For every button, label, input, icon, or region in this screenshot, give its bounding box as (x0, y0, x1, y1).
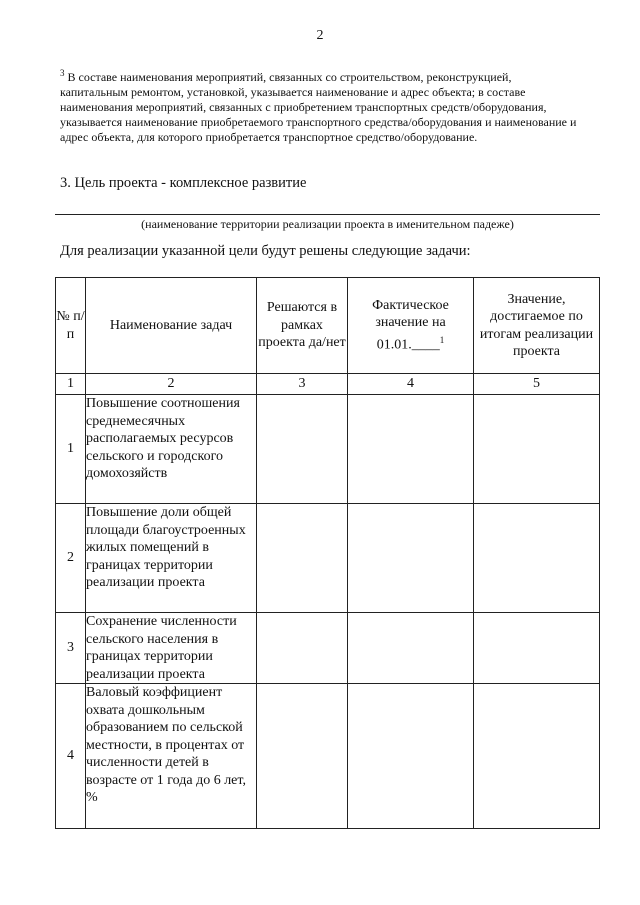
index-cell: 1 (56, 374, 86, 395)
factual-cell[interactable] (348, 613, 474, 684)
table-row (56, 613, 600, 684)
table-header-row (56, 278, 600, 374)
fill-in-caption: (наименование территории реализации проекта в именительном падеже) (141, 217, 514, 231)
header-solved: Решаются в рамках проекта да/нет (257, 278, 348, 374)
solved-cell[interactable] (257, 395, 348, 504)
factual-cell[interactable] (348, 395, 474, 504)
footnote (60, 66, 580, 145)
fill-in-line (55, 214, 600, 215)
index-cell: 2 (86, 374, 257, 395)
table-row (56, 504, 600, 613)
index-cell: 4 (348, 374, 474, 395)
row-num: 2 (56, 504, 86, 613)
column-index-row (56, 374, 600, 395)
factual-cell[interactable] (348, 504, 474, 613)
footnote-marker: 3 (60, 68, 65, 78)
target-cell[interactable] (474, 613, 600, 684)
header-factual-text: Фактическое значение на 01.01.____ (372, 297, 449, 353)
solved-cell[interactable] (257, 684, 348, 829)
header-name: Наименование задач (86, 278, 257, 374)
task-name: Повышение соотношения среднемесячных располагаемых ресурсов сельского и городского домохозяйств (86, 395, 257, 504)
factual-cell[interactable] (348, 684, 474, 829)
task-name: Сохранение численности сельского населения в границах территории реализации проекта (86, 613, 257, 684)
target-cell[interactable] (474, 395, 600, 504)
table-row (56, 395, 600, 504)
task-name: Повышение доли общей площади благоустроенных жилых помещений в границах территории реализации проекта (86, 504, 257, 613)
table-row (56, 684, 600, 829)
section-title: 3. Цель проекта - комплексное развитие (60, 175, 307, 191)
footnote-text: В составе наименования мероприятий, связанных со строительством, реконструкцией, капитальным ремонтом, установкой, указывается наименование и адрес объекта; в составе наименования мероприятий, связанных с приобретением транспортных средств/оборудования, указывается наименование приобретаемого транспортного средства/оборудования и наименование и адрес объекта, для которого приобретается транспортное средство/оборудование. (60, 70, 577, 144)
target-cell[interactable] (474, 504, 600, 613)
task-name: Валовый коэффициент охвата дошкольным образованием по сельской местности, в процентах от численности детей в возрасте от 1 года до 6 лет, % (86, 684, 257, 829)
intro-text: Для реализации указанной цели будут решены следующие задачи: (60, 243, 471, 259)
header-factual-sup: 1 (439, 334, 445, 345)
tasks-table (55, 277, 600, 829)
header-target: Значение, достигаемое по итогам реализации проекта (474, 278, 600, 374)
header-factual (348, 278, 474, 374)
solved-cell[interactable] (257, 504, 348, 613)
row-num: 4 (56, 684, 86, 829)
row-num: 1 (56, 395, 86, 504)
index-cell: 5 (474, 374, 600, 395)
row-num: 3 (56, 613, 86, 684)
header-num: № п/п (56, 278, 86, 374)
index-cell: 3 (257, 374, 348, 395)
target-cell[interactable] (474, 684, 600, 829)
solved-cell[interactable] (257, 613, 348, 684)
page-number: 2 (316, 28, 324, 43)
